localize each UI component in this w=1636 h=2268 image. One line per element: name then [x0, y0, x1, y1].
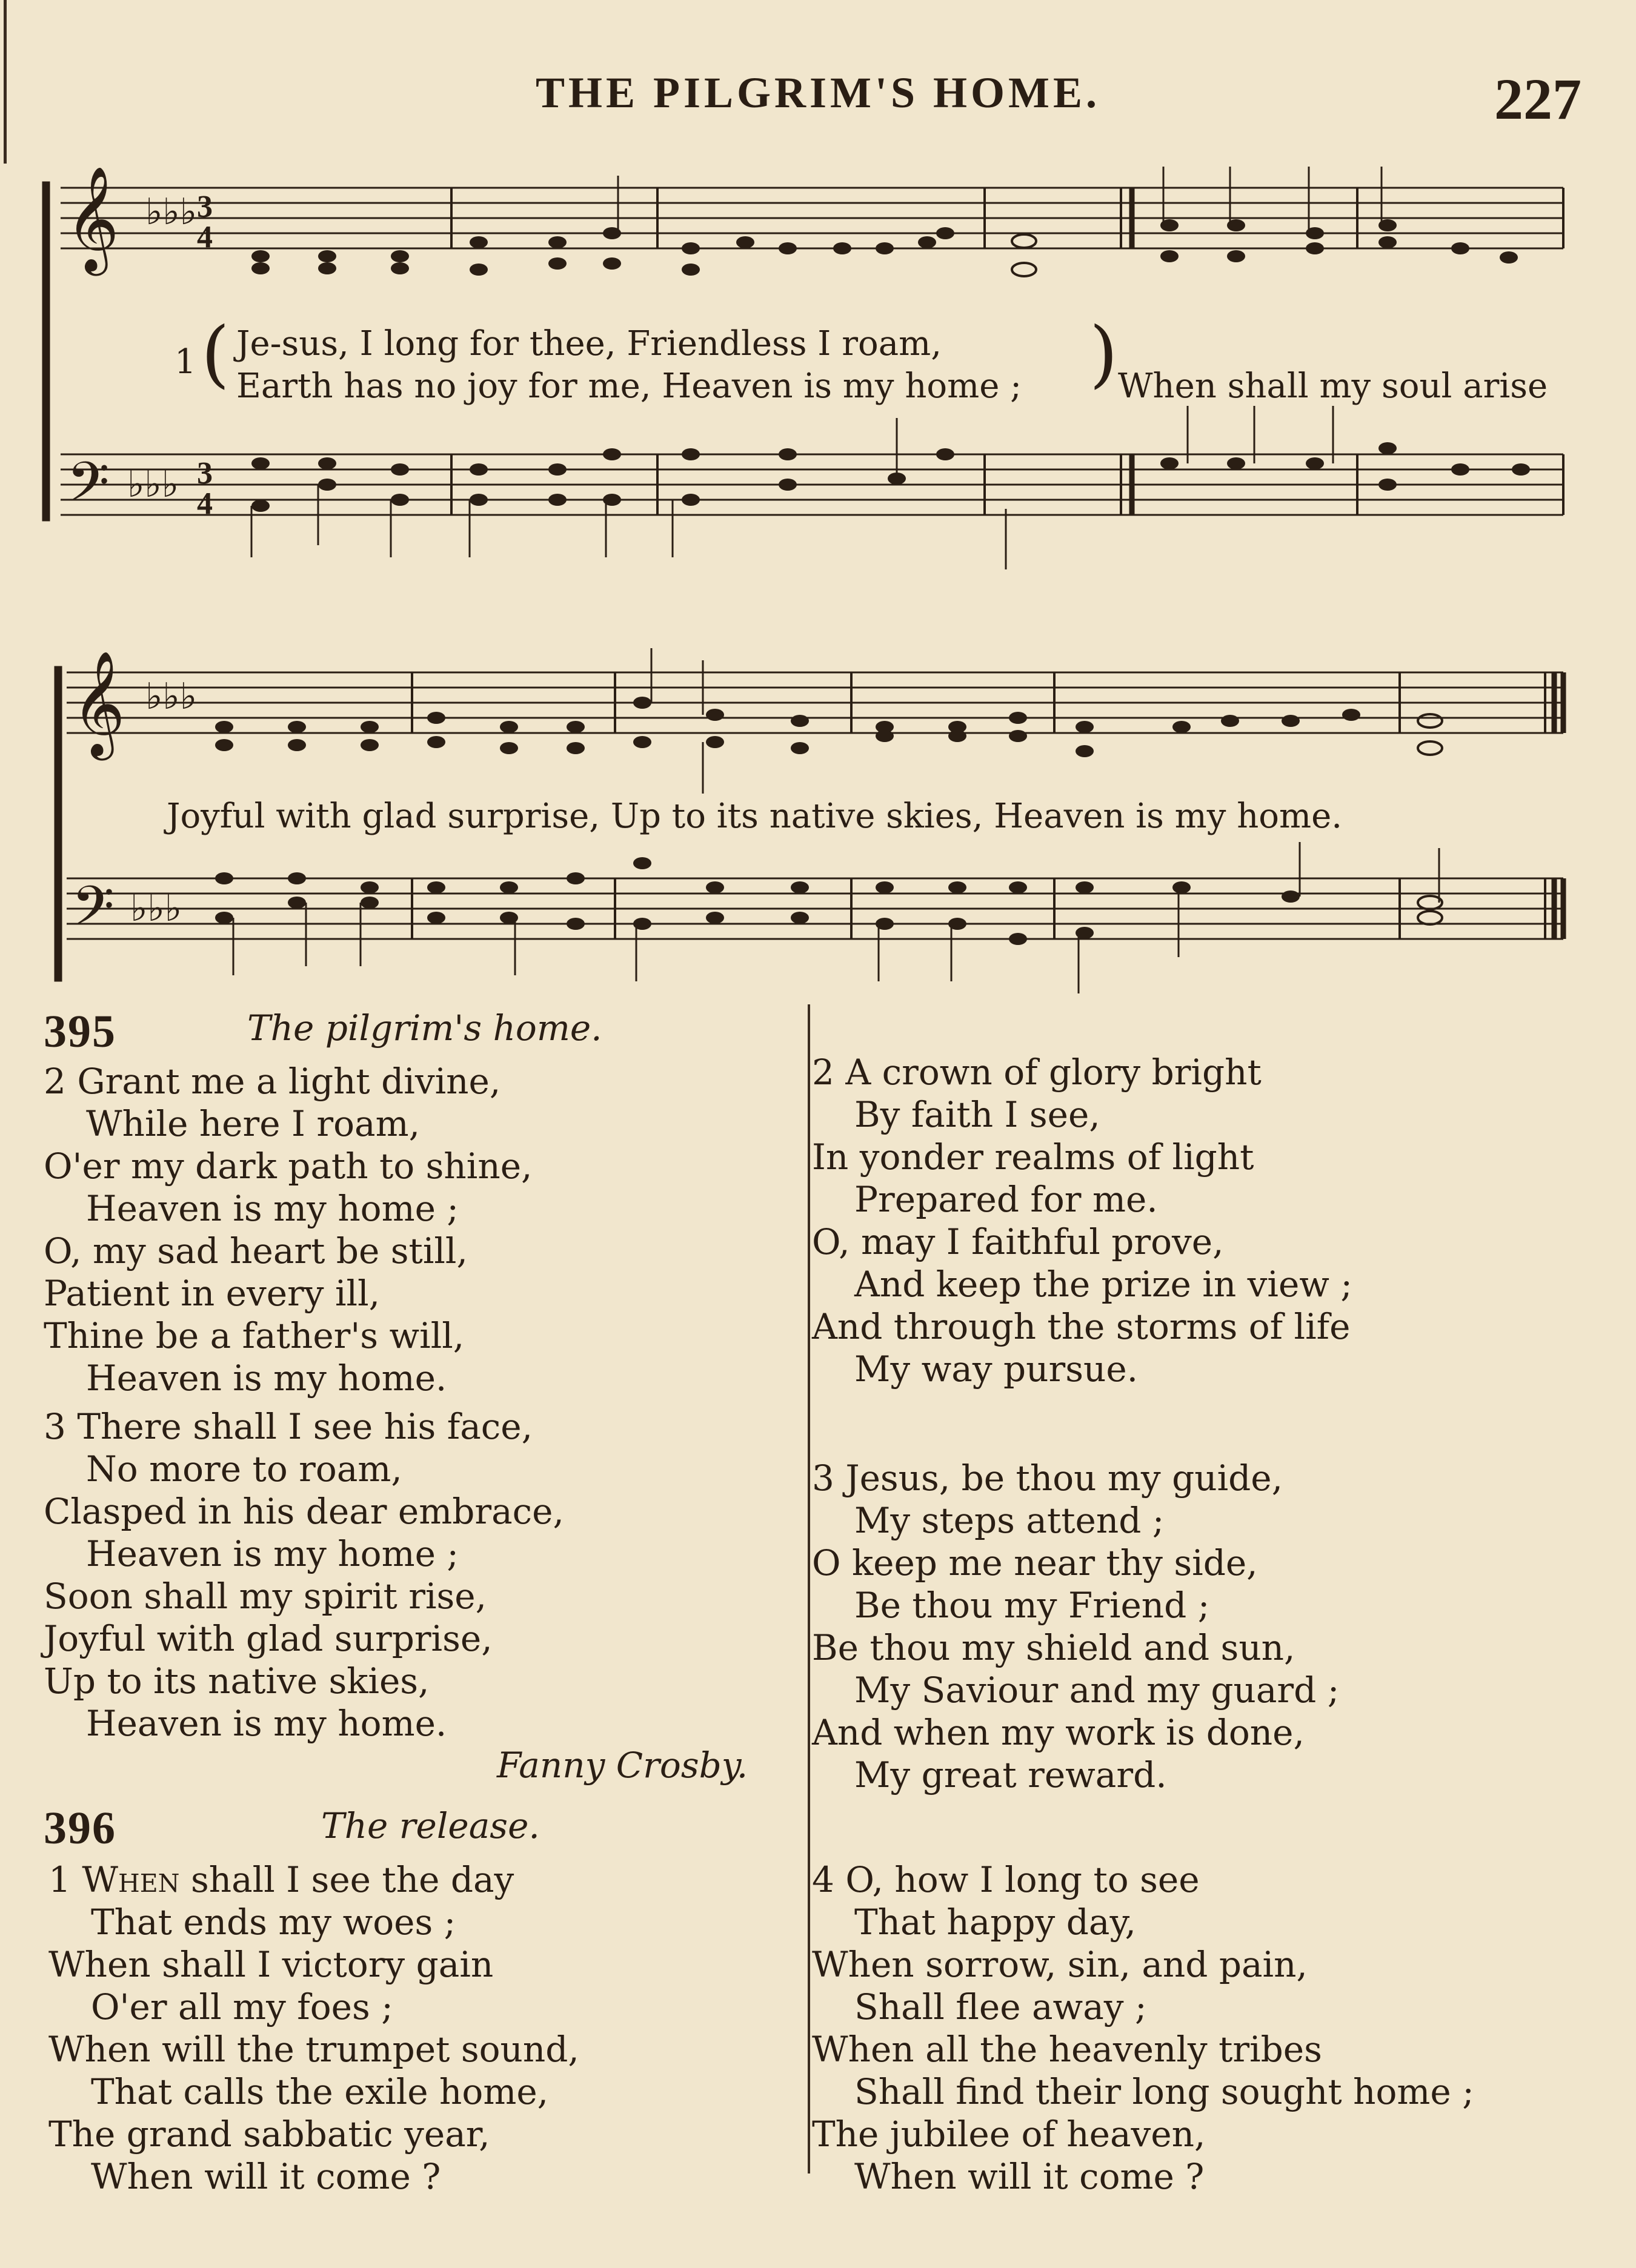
verse-line: O'er all my foes ; — [91, 1986, 393, 2028]
verse-line: Heaven is my home ; — [86, 1188, 459, 1229]
hymn-title-396: The release. — [321, 1805, 540, 1846]
verse-line — [48, 1858, 579, 1901]
verse-line: 3 There shall I see his face, — [44, 1406, 533, 1447]
verse-line: Shall find their long sought home ; — [854, 2071, 1474, 2112]
verse-line: Heaven is my home. — [86, 1358, 447, 1399]
hymn-title-395: The pilgrim's home. — [247, 1007, 602, 1049]
verse-line: My great reward. — [854, 1754, 1167, 1795]
verse-line: Prepared for me. — [854, 1179, 1158, 1220]
verse-line: While here I roam, — [86, 1103, 420, 1144]
verse-line: No more to roam, — [86, 1448, 402, 1490]
verse-line: And when my work is done, — [812, 1712, 1305, 1753]
verse-395-3 — [44, 1405, 564, 1745]
verse-line: Be thou my Friend ; — [854, 1585, 1210, 1626]
svg-text:3: 3 — [197, 190, 213, 224]
verse-line: The jubilee of heaven, — [812, 2114, 1206, 2155]
verse-line: My Saviour and my guard ; — [854, 1669, 1340, 1711]
svg-text:𝄢: 𝄢 — [71, 874, 115, 952]
verse-line: O, my sad heart be still, — [44, 1230, 468, 1272]
lyric-line-1c: When shall my soul arise — [1118, 366, 1548, 406]
lyric-line-2: Joyful with glad surprise, Up to its native skies, Heaven is my home. — [167, 797, 1343, 836]
svg-text:♭♭♭: ♭♭♭ — [145, 191, 197, 233]
svg-text:𝄞: 𝄞 — [71, 651, 125, 756]
verse-line: When shall I victory gain — [48, 1944, 494, 1985]
page-title: THE PILGRIM'S HOME. — [535, 68, 1101, 117]
lyric-line-1a: Je-sus, I long for thee, Friendless I roam, — [236, 324, 942, 363]
verse-396-2 — [812, 1051, 1352, 1390]
svg-text:𝄢: 𝄢 — [67, 450, 110, 528]
verse-line: By faith I see, — [854, 1094, 1100, 1135]
svg-text:♭♭♭: ♭♭♭ — [130, 887, 182, 930]
first-line-rest: shall I see the day — [190, 1859, 514, 1900]
verse-line: My way pursue. — [854, 1348, 1139, 1390]
music-system-1 — [0, 158, 1636, 569]
svg-text:♭♭♭: ♭♭♭ — [145, 675, 197, 718]
verse-line: The grand sabbatic year, — [48, 2114, 490, 2155]
svg-text:♭♭♭: ♭♭♭ — [127, 463, 179, 506]
verse-line: Heaven is my home. — [86, 1703, 447, 1744]
verse-line: O'er my dark path to shine, — [44, 1146, 533, 1187]
svg-text:4: 4 — [197, 486, 213, 521]
verse-number: 1 — [175, 342, 196, 382]
verse-line: When will the trumpet sound, — [48, 2029, 579, 2070]
hymn-number-395: 395 — [44, 1006, 116, 1057]
verse-line: Soon shall my spirit rise, — [44, 1576, 487, 1617]
verse-396-1 — [48, 1858, 579, 2198]
verse-line: Shall flee away ; — [854, 1986, 1147, 2028]
verse-line: Patient in every ill, — [44, 1273, 381, 1314]
verse-line: O, may I faithful prove, — [812, 1221, 1224, 1262]
verse-line: 2 A crown of glory bright — [812, 1052, 1262, 1093]
column-divider — [808, 1004, 810, 2174]
verse-line: When will it come ? — [91, 2156, 441, 2197]
hymn-number-396: 396 — [44, 1803, 116, 1854]
verse-396-4 — [812, 1858, 1474, 2198]
verse-line: Joyful with glad surprise, — [44, 1618, 493, 1659]
verse-line: That ends my woes ; — [91, 1902, 456, 1943]
verse-396-3 — [812, 1457, 1339, 1796]
verse-line: Heaven is my home ; — [86, 1533, 459, 1574]
verse-line: 2 Grant me a light divine, — [44, 1061, 501, 1102]
first-word: When — [82, 1859, 180, 1900]
verse-line: When will it come ? — [854, 2156, 1205, 2197]
svg-text:4: 4 — [197, 220, 213, 254]
author-credit: Fanny Crosby. — [497, 1745, 748, 1786]
verse-line: 4 O, how I long to see — [812, 1859, 1200, 1900]
svg-text:3: 3 — [197, 456, 213, 491]
svg-text:𝄞: 𝄞 — [65, 166, 119, 271]
verse-line: When all the heavenly tribes — [812, 2029, 1322, 2070]
page-number: 227 — [1494, 67, 1581, 131]
verse-line: And through the storms of life — [812, 1306, 1351, 1347]
verse-line: My steps attend ; — [854, 1500, 1165, 1541]
verse-395-2 — [44, 1060, 532, 1399]
verse-line: In yonder realms of light — [812, 1136, 1254, 1178]
verse-line: Thine be a father's will, — [44, 1315, 465, 1356]
verse-line: 3 Jesus, be thou my guide, — [812, 1457, 1283, 1499]
verse-line: Clasped in his dear embrace, — [44, 1491, 564, 1532]
verse-line: That happy day, — [854, 1902, 1136, 1943]
verse-line: That calls the exile home, — [91, 2071, 549, 2112]
verse-line: When sorrow, sin, and pain, — [812, 1944, 1308, 1985]
right-brace: ) — [1089, 312, 1118, 396]
verse-line: Up to its native skies, — [44, 1660, 430, 1702]
verse-line: And keep the prize in view ; — [854, 1264, 1352, 1305]
verse-line: Be thou my shield and sun, — [812, 1627, 1295, 1668]
verse-line: O keep me near thy side, — [812, 1542, 1258, 1583]
lyric-line-1b: Earth has no joy for me, Heaven is my home ; — [236, 366, 1022, 406]
left-brace: ( — [201, 312, 230, 396]
verse-number: 1 — [48, 1859, 71, 1900]
